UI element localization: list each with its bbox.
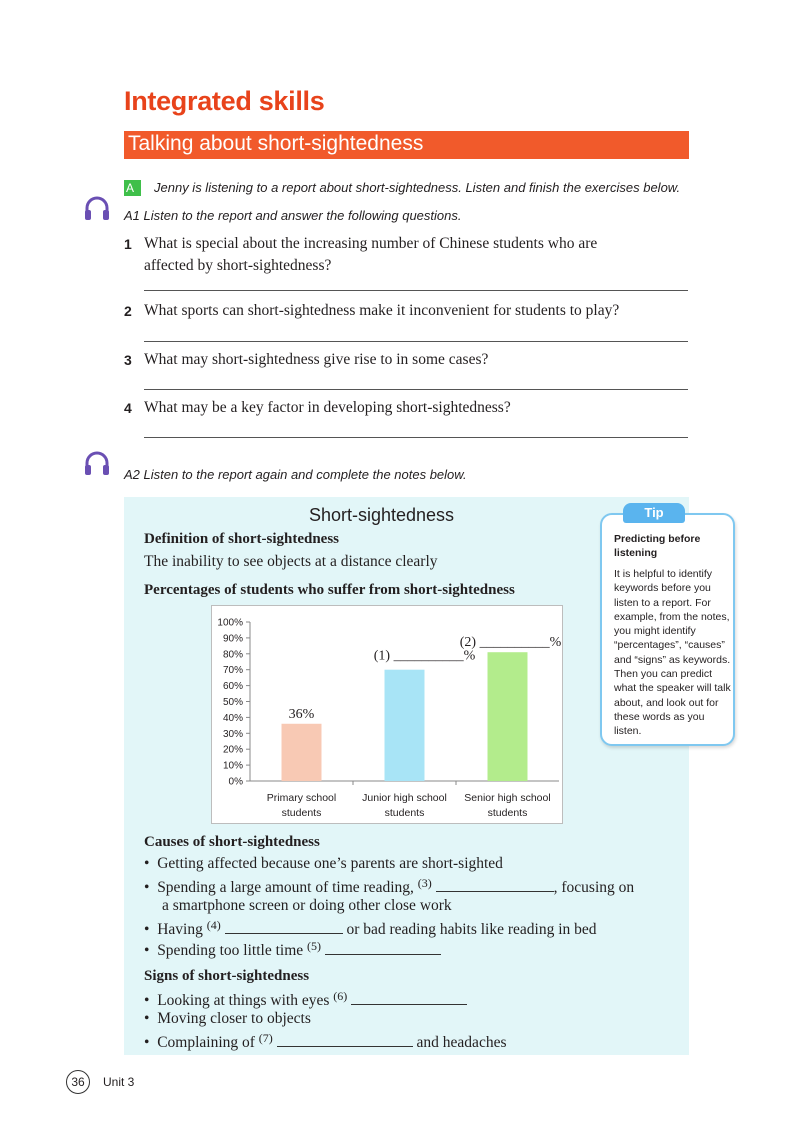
- bullet: •: [144, 992, 150, 1009]
- section-subtitle: Talking about short-sightedness: [128, 132, 424, 155]
- category-label: students: [281, 807, 322, 819]
- blank-number: (6): [333, 989, 348, 1003]
- question-number: 4: [124, 400, 132, 416]
- percent-heading: Percentages of students who suffer from short-sightedness: [144, 582, 515, 598]
- category-label: Senior high school: [464, 792, 551, 804]
- bar: [488, 652, 528, 781]
- blank-number: (7): [258, 1031, 273, 1045]
- causes-heading: Causes of short-sightedness: [144, 834, 320, 850]
- unit-label: Unit 3: [103, 1075, 135, 1089]
- sign-item: [144, 1031, 506, 1052]
- section-a-instruction: Jenny is listening to a report about short-sightedness. Listen and finish the exercises below.: [154, 180, 681, 195]
- y-tick-label: 30%: [222, 728, 243, 740]
- blank-7[interactable]: [277, 1032, 413, 1047]
- question-number: 3: [124, 352, 132, 368]
- cause-item: [144, 855, 503, 873]
- blank-5[interactable]: [325, 940, 441, 955]
- definition-heading: Definition of short-sightedness: [144, 531, 340, 547]
- bullet: •: [144, 1034, 150, 1051]
- answer-line-3[interactable]: [144, 389, 688, 390]
- cause-item: [144, 918, 597, 939]
- question-line: What is special about the increasing number of Chinese students who are: [144, 235, 598, 252]
- cause-text: Spending too little time: [157, 942, 304, 959]
- question-number: 1: [124, 236, 132, 252]
- y-tick-label: 40%: [222, 712, 243, 724]
- answer-line-4[interactable]: [144, 437, 688, 438]
- notes-title: Short-sightedness: [308, 505, 455, 525]
- bullet: •: [144, 921, 150, 938]
- tip-body: It is helpful to identify keywords before you listen to a report. For example, from the notes, you might identify “percentages”, “causes” and “signs” as keywords. Then you can predict what the speaker will talk about, and look out for these words as you listen.: [614, 568, 731, 738]
- section-banner: [124, 131, 689, 159]
- tip-label: Tip: [623, 503, 685, 523]
- section-a-badge: A: [124, 180, 141, 196]
- y-tick-label: 80%: [222, 649, 243, 661]
- question-text: What may be a key factor in developing short-sightedness?: [144, 399, 511, 416]
- question-line: affected by short-sightedness?: [144, 257, 332, 274]
- blank-number: (3): [417, 876, 432, 890]
- y-tick-label: 70%: [222, 665, 243, 677]
- blank-3[interactable]: [436, 877, 554, 892]
- blank-4[interactable]: [225, 919, 343, 934]
- blank-number: (5): [307, 939, 322, 953]
- question-text: [144, 233, 689, 277]
- category-label: students: [487, 807, 528, 819]
- page-number: 36: [66, 1070, 90, 1094]
- cause-text: Spending a large amount of time reading,: [157, 879, 414, 896]
- a1-instruction: A1 Listen to the report and answer the following questions.: [124, 208, 462, 223]
- y-tick-label: 20%: [222, 744, 243, 756]
- cause-text: or bad reading habits like reading in bed: [346, 921, 597, 938]
- y-tick-label: 0%: [228, 776, 243, 788]
- category-label: Primary school: [266, 792, 337, 804]
- question-text: What may short-sightedness give rise to in some cases?: [144, 351, 489, 368]
- y-tick-label: 60%: [222, 681, 243, 693]
- cause-item: [144, 939, 441, 960]
- sign-text: and headaches: [416, 1034, 507, 1051]
- a2-instruction: A2 Listen to the report again and complete the notes below.: [124, 467, 467, 482]
- category-label: Junior high school: [362, 792, 447, 804]
- sign-item: [144, 1010, 311, 1028]
- signs-heading: Signs of short-sightedness: [144, 968, 310, 984]
- bullet: •: [144, 879, 150, 896]
- tip-heading: Predicting before listening: [614, 533, 701, 559]
- cause-item: [144, 876, 634, 897]
- sign-item: [144, 989, 467, 1010]
- cause-text: Having: [157, 921, 203, 938]
- category-label: students: [384, 807, 425, 819]
- blank-number: (4): [206, 918, 221, 932]
- question-number: 2: [124, 303, 132, 319]
- data-label: (2) __________%: [459, 635, 562, 651]
- sign-text: Looking at things with eyes: [157, 992, 330, 1009]
- y-tick-label: 50%: [222, 697, 243, 708]
- y-tick-label: 90%: [222, 633, 243, 645]
- y-tick-label: 100%: [217, 617, 243, 629]
- answer-line-2[interactable]: [144, 341, 688, 342]
- headphones-icon: [83, 450, 111, 478]
- bar: [282, 724, 322, 781]
- sign-text: Complaining of: [157, 1034, 255, 1051]
- cause-text: a smartphone screen or doing other close work: [162, 897, 452, 914]
- answer-line-1[interactable]: [144, 290, 688, 291]
- sign-text: Moving closer to objects: [157, 1010, 311, 1027]
- question-text: What sports can short-sightedness make it inconvenient for students to play?: [144, 302, 620, 319]
- y-tick-label: 10%: [222, 760, 243, 772]
- cause-text: Getting affected because one’s parents are short-sighted: [157, 855, 503, 872]
- headphones-icon: [83, 195, 111, 223]
- page-title: Integrated skills: [124, 86, 325, 116]
- data-label: 36%: [288, 706, 315, 722]
- definition-text: The inability to see objects at a distance clearly: [144, 553, 438, 570]
- bar: [385, 670, 425, 781]
- cause-text: , focusing on: [553, 879, 635, 896]
- bullet: •: [144, 855, 150, 872]
- bullet: •: [144, 1010, 150, 1027]
- blank-6[interactable]: [351, 990, 467, 1005]
- bullet: •: [144, 942, 150, 959]
- data-label: (1) __________%: [373, 648, 476, 664]
- bar-chart: [211, 605, 563, 824]
